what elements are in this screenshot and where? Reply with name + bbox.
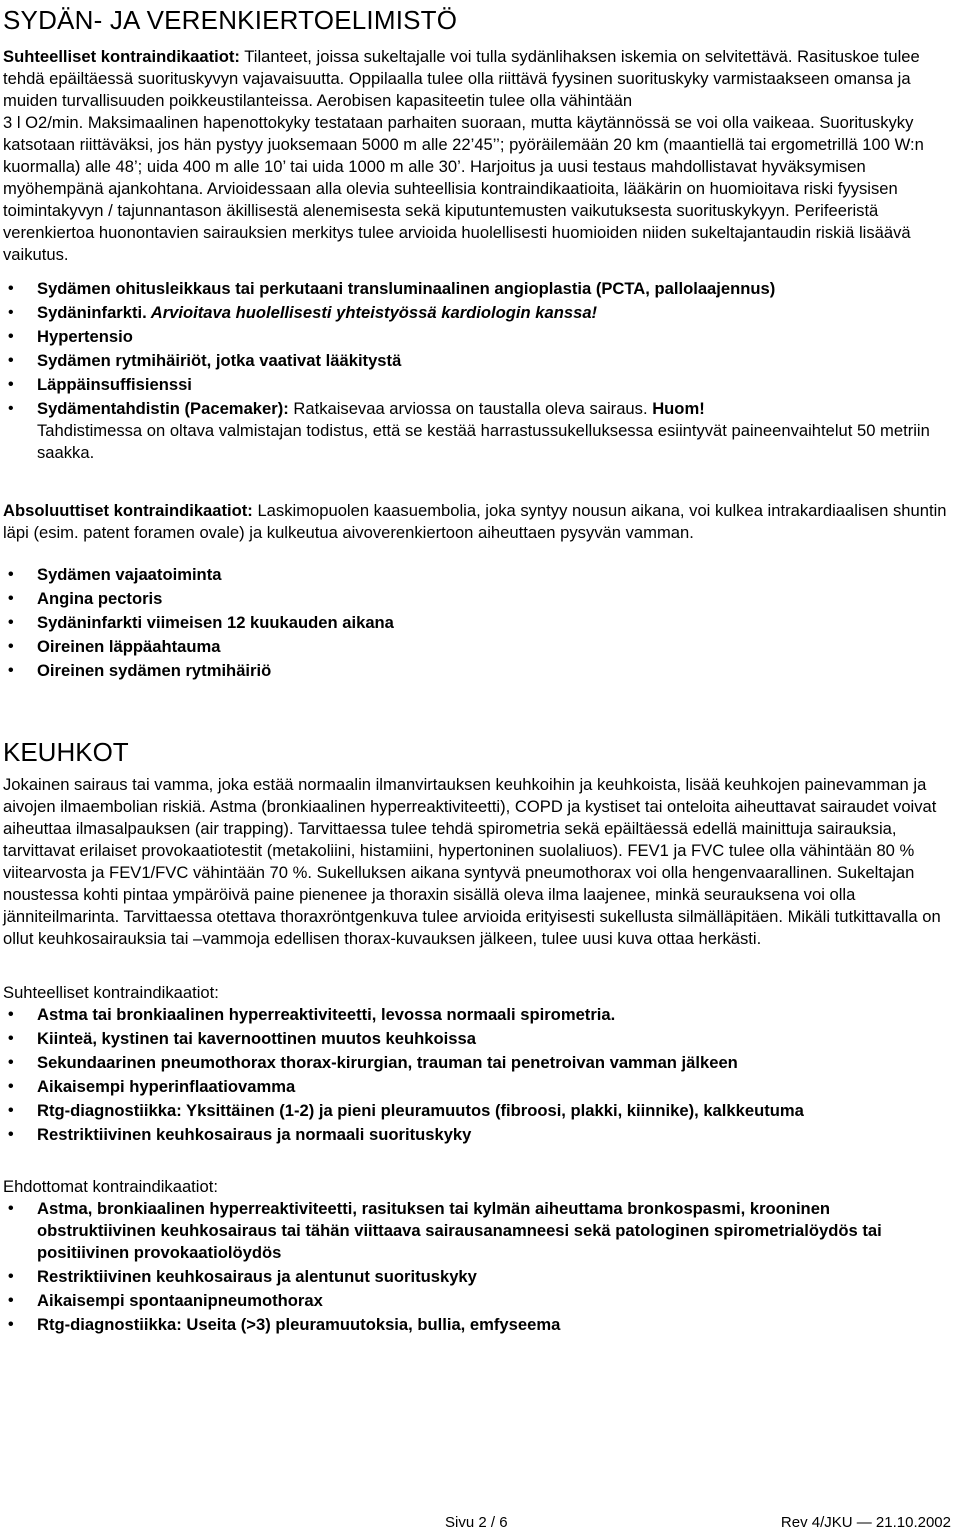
document-page [3,0,948,1338]
list-item: • Sydäninfarkti viimeisen 12 kuukauden aikana [3,612,948,634]
list-item: • Sydämen rytmihäiriöt, jotka vaativat lääkitystä [3,350,948,372]
list-item-text-2: Tahdistimessa on oltava valmistajan todistus, että se kestää harrastussukelluksessa esiintyvät paineenvaihtelut 50 metriin saakka. [37,421,930,462]
heart-relative-list [3,278,948,464]
list-item-text: Ratkaisevaa arviossa on taustalla oleva sairaus. [288,399,653,418]
list-item-italic: Arvioitava huolellisesti yhteistyössä kardiologin kanssa! [146,303,598,322]
lungs-relative-label: Suhteelliset kontraindikaatiot: [3,983,219,1002]
list-item: • Restriktiivinen keuhkosairaus ja normaali suorituskyky [3,1124,948,1146]
heart-relative-label: Suhteelliset kontraindikaatiot: [3,47,240,66]
list-item [3,398,948,464]
lungs-section-title: KEUHKOT [3,737,129,767]
heart-absolute-paragraph [3,500,948,544]
lungs-absolute-list [3,1198,948,1336]
heart-relative-text: Tilanteet, joissa sukeltajalle voi tulla sydänlihaksen iskemia on selvitettävä. Rasituskoe tulee tehdä epäiltäessä suorituskyvyn vajavaisuutta. Oppilaalla tulee olla riittävä fyysinen suorituskyky varmistaakseen omansa ja muiden turvallisuuden poikkeustilanteissa. Aerobisen kapasiteetin tulee olla vähintään [3,47,920,110]
heart-absolute-label: Absoluuttiset kontraindikaatiot: [3,501,253,520]
heart-relative-paragraph-2: 3 l O2/min. Maksimaalinen hapenottokyky testataan parhaiten suoraan, mutta käytännössä se voi olla vaikeaa. Suorituskyky katsotaan riittäväksi, jos hän pystyy juoksemaan 5000 m alle 22’45’’; pyöräilemään 20 km (maantiellä tai ergometrillä 100 W:n kuormalla) alle 48’; uida 400 m alle 10’ tai uida 1000 m alle 30’. Harjoitus ja uusi testaus mahdollistavat hyväksymisen myöhempänä ajankohtana. Arvioidessaan alla olevia suhteellisia kontraindikaatioita, lääkärin on huomioitava riski fyysisen toimintakyvyn / tajunnantason äkillisestä alenemisesta sekä kiputuntemusten vaikutuksesta suorituskykyyn. Perifeeristä verenkiertoa huonontavien sairauksien merkitys tulee arvioida huolellisesti huomioiden niiden sukeltajantaudin riskiä lisäävä vaikutus. [3,113,924,264]
list-item: • Oireinen läppäahtauma [3,636,948,658]
list-item: • Sekundaarinen pneumothorax thorax-kirurgian, trauman tai penetroivan vamman jälkeen [3,1052,948,1074]
list-item: • Astma tai bronkiaalinen hyperreaktiviteetti, levossa normaali spirometria. [3,1004,948,1026]
list-item: • Rtg-diagnostiikka: Useita (>3) pleuramuutoksia, bullia, emfyseema [3,1314,948,1336]
list-item-bold: Sydämentahdistin (Pacemaker): [37,399,289,418]
list-item [3,302,948,324]
list-item: • Aikaisempi spontaanipneumothorax [3,1290,948,1312]
heart-section-title: SYDÄN- JA VERENKIERTOELIMISTÖ [3,5,458,35]
list-item: • Restriktiivinen keuhkosairaus ja alentunut suorituskyky [3,1266,948,1288]
list-item-huom: Huom! [652,399,705,418]
list-item: • Angina pectoris [3,588,948,610]
list-item: • Hypertensio [3,326,948,348]
heart-absolute-list [3,564,948,682]
heart-relative-paragraph [3,46,948,112]
lungs-absolute-label: Ehdottomat kontraindikaatiot: [3,1177,218,1196]
list-item: • Läppäinsuffisienssi [3,374,948,396]
lungs-relative-list [3,1004,948,1146]
page-number: Sivu 2 / 6 [445,1514,508,1531]
lungs-intro-paragraph: Jokainen sairaus tai vamma, joka estää normaalin ilmanvirtauksen keuhkoihin ja keuhkoista, lisää keuhkojen painevamman ja aivojen ilmaembolian riskiä. Astma (bronkiaalinen hyperreaktiviteetti), COPD ja kystiset tai onteloita aiheuttavat sairaudet voivat aiheuttaa ilmasalpauksen (air trapping). Tarvittaessa tulee tehdä spirometria sekä epäiltäessä edellä mainittuja sairauksia, tarvittavat erilaiset provokaatiotestit (metakoliini, histamiini, hypertoninen suolaliuos). FEV1 ja FVC tulee olla vähintään 80 % viitearvosta ja FEV1/FVC vähintään 70 %. Sukelluksen aikana syntyvä pneumothorax voi olla hengenvaarallinen. Sukeltajan noustessa kohti pintaa ympäröivä paine pienenee ja thoraxin sisällä oleva ilma laajenee, minkä seurauksena voi olla jänniteilmarinta. Tarvittaessa otettava thoraxröntgenkuva tulee arvioida erityisesti sukellusta silmälläpitäen. Mikäli tutkittavalla on ollut keuhkosairauksia tai –vammoja edellisen thorax-kuvauksen jälkeen, tulee uusi kuva ottaa herkästi. [3,775,941,948]
list-item: • Astma, bronkiaalinen hyperreaktiviteetti, rasituksen tai kylmän aiheuttama bronkospasmi, krooninen obstruktiivinen keuhkosairaus tai tähän viittaava sairausanamneesi sekä patologinen spirometrialöydös tai positiivinen provokaatiolöydös [3,1198,948,1264]
list-item: • Rtg-diagnostiikka: Yksittäinen (1-2) ja pieni pleuramuutos (fibroosi, plakki, kiinnike), kalkkeutuma [3,1100,948,1122]
list-item: • Kiinteä, kystinen tai kavernoottinen muutos keuhkoissa [3,1028,948,1050]
list-item: • Oireinen sydämen rytmihäiriö [3,660,948,682]
list-item: • Aikaisempi hyperinflaatiovamma [3,1076,948,1098]
revision-date: Rev 4/JKU — 21.10.2002 [780,1514,951,1531]
list-item: • Sydämen vajaatoiminta [3,564,948,586]
list-item: • Sydämen ohitusleikkaus tai perkutaani transluminaalinen angioplastia (PCTA, pallolaajennus) [3,278,948,300]
list-item-bold: Sydäninfarkti. [37,303,147,322]
heart-absolute-text: Laskimopuolen kaasuembolia, joka syntyy nousun aikana, voi kulkea intrakardiaalisen shuntin läpi (esim. patent foramen ovale) ja kulkeutua aivoverenkiertoon aiheuttaen pysyvän vamman. [3,501,947,542]
